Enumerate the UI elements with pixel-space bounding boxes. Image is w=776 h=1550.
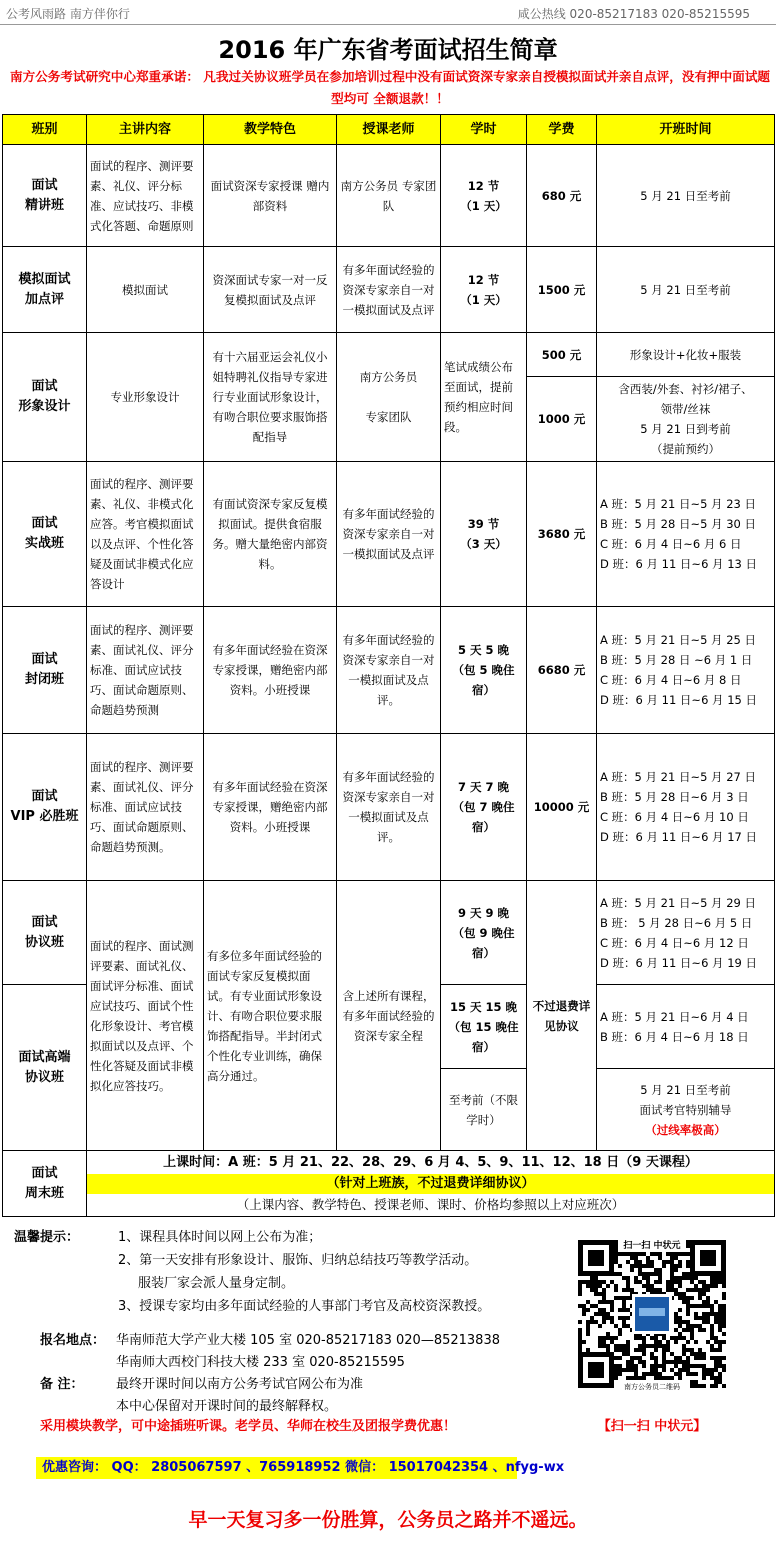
feature-cell: 有多年面试经验在资深专家授课，赠绝密内部资料。小班授课 [204,734,337,881]
table-row [3,881,775,985]
content-cell: 面试的程序、测评要素、礼仪、评分标准、应试技巧、非模式化答题、命题原则 [87,145,204,247]
time-cell: 5 月 21 日至考前 面试考官特别辅导 （过线率极高） [597,1069,775,1151]
note-label: 备 注： [40,1377,84,1392]
tips-list [118,1226,558,1318]
class-name: 模拟面试 加点评 [3,247,87,333]
time-cell: 5 月 21 日至考前 [597,247,775,333]
time-cell: A 班：5 月 21 日~5 月 27 日 B 班：5 月 28 日~6 月 3 日 C 班：6 月 4 日~6 月 10 日 D 班：6 月 11 日~6 月 17 日 [597,734,775,881]
table-row [3,145,775,247]
hours-cell: 12 节 （1 天） [441,145,527,247]
feature-cell: 有面试资深专家反复模拟面试。提供食宿服务。赠大量绝密内部资料。 [204,462,337,607]
feature-cell: 有多位多年面试经验的面试专家反复模拟面试。有专业面试形象设计、有吻合职位要求服饰搭配指导。半封闭式个性化专业训练，确保高分通过。 [204,881,337,1151]
class-name: 面试 实战班 [3,462,87,607]
content-cell: 面试的程序、测评要素、面试礼仪、评分标准、面试应试技巧、面试命题原则、命题趋势预测 [87,607,204,734]
fee-cell: 6680 元 [527,607,597,734]
teacher-cell: 南方公务员 专家团队 [337,145,441,247]
hours-cell: 笔试成绩公布至面试，提前预约相应时间段。 [441,333,527,462]
hotline: 咸公热线 020-85217183 020-85215595 [517,7,750,21]
time-cell: A 班：5 月 21 日~5 月 23 日 B 班：5 月 28 日~5 月 30 日 C 班：6 月 4 日~6 月 6 日 D 班：6 月 11 日~6 月 13 日 [597,462,775,607]
fee-cell: 10000 元 [527,734,597,881]
fee-cell: 3680 元 [527,462,597,607]
time-cell: 5 月 21 日至考前 [597,145,775,247]
class-name: 面试 VIP 必胜班 [3,734,87,881]
teacher-cell: 含上述所有课程，有多年面试经验的资深专家全程 [337,881,441,1151]
table-row [3,607,775,734]
header-cell: 学时 [441,115,527,145]
class-name: 面试 精讲班 [3,145,87,247]
feature-cell: 有多年面试经验在资深专家授课，赠绝密内部资料。小班授课 [204,607,337,734]
time-cell: 含西装/外套、衬衫/裙子、 领带/丝袜 5 月 21 日到考前 （提前预约） [597,377,775,462]
reg-label: 报名地点： [40,1333,106,1348]
page-title: 2016 年广东省考面试招生简章 [218,36,558,64]
header-cell: 教学特色 [204,115,337,145]
hours-cell: 9 天 9 晚 （包 9 晚住宿） [441,881,527,985]
list-item: 3、授课专家均由多年面试经验的人事部门考官及高校资深教授。 [118,1299,491,1314]
teacher-cell: 有多年面试经验的资深专家亲自一对一模拟面试及点评。 [337,734,441,881]
feature-cell: 有十六届亚运会礼仪小姐特聘礼仪指导专家进行专业面试形象设计，有吻合职位要求服饰搭配指导 [204,333,337,462]
time-cell: A 班：5 月 21 日~6 月 4 日 B 班：6 月 4 日~6 月 18 日 [597,985,775,1069]
top-slogan: 公考风雨路 南方伴你行 [6,7,130,21]
list-item: 2、第一天安排有形象设计、服饰、归纳总结技巧等教学活动。 [118,1253,478,1268]
fee-cell: 1000 元 [527,377,597,462]
note-2: 本中心保留对开课时间的最终解释权。 [116,1399,338,1414]
qr-code [574,1236,730,1392]
content-cell: 专业形象设计 [87,333,204,462]
module-note: 采用模块教学，可中途插班听课。老学员、华师在校生及团报学费优惠！ [40,1419,457,1434]
content-cell: 面试的程序、测评要素、面试礼仪、评分标准、面试应试技巧、面试命题原则、命题趋势预测。 [87,734,204,881]
table-row [3,1151,775,1217]
class-name: 面试 周末班 [3,1151,87,1217]
table-row [3,734,775,881]
table-header-row [3,115,775,145]
slogan: 早一天复习多一份胜算，公务员之路并不遥远。 [188,1509,588,1531]
reg-address-2: 华南师大西校门科技大楼 233 室 020-85215595 [116,1355,405,1370]
fee-cell: 680 元 [527,145,597,247]
class-name: 面试 形象设计 [3,333,87,462]
table-row [3,462,775,607]
content-cell: 模拟面试 [87,247,204,333]
class-name: 面试 协议班 [3,881,87,985]
hours-cell: 12 节 （1 天） [441,247,527,333]
feature-cell: 资深面试专家一对一反复模拟面试及点评 [204,247,337,333]
feature-cell: 面试资深专家授课 赠内部资料 [204,145,337,247]
tips-title: 温馨提示： [14,1230,80,1245]
teacher-cell: 有多年面试经验的资深专家亲自一对一模拟面试及点评 [337,247,441,333]
table-row [3,247,775,333]
header-cell: 授课老师 [337,115,441,145]
fee-cell: 500 元 [527,333,597,377]
teacher-cell: 有多年面试经验的资深专家亲自一对一模拟面试及点评。 [337,607,441,734]
header-cell: 开班时间 [597,115,775,145]
class-name: 面试 封闭班 [3,607,87,734]
content-cell: 面试的程序、测评要素、礼仪、非模式化应答。考官模拟面试以及点评、个性化答疑及面试非模式化应答设计 [87,462,204,607]
teacher-cell: 南方公务员 专家团队 [337,333,441,462]
hours-cell: 15 天 15 晚 （包 15 晚住宿） [441,985,527,1069]
time-cell: 形象设计+化妆+服装 [597,333,775,377]
list-item: 1、课程具体时间以网上公布为准； [118,1230,322,1245]
reg-address-1: 华南师范大学产业大楼 105 室 020-85217183 020—85213838 [116,1333,500,1348]
schedule-table [2,114,775,1217]
hours-cell: 5 天 5 晚 （包 5 晚住宿） [441,607,527,734]
time-cell: A 班：5 月 21 日~5 月 29 日 B 班： 5 月 28 日~6 月 5 日 C 班：6 月 4 日~6 月 12 日 D 班：6 月 11 日~6 月 19 日 [597,881,775,985]
promise-text: 南方公务考试研究中心郑重承诺： 凡我过关协议班学员在参加培训过程中没有面试资深专家亲自授模拟面试并亲自点评，没有押中面试题型均可 全额退款！！ [10,69,771,106]
scan-label: 【扫一扫 中状元】 [597,1419,707,1434]
table-row [3,333,775,377]
fee-cell: 1500 元 [527,247,597,333]
weekend-info: 上课时间：A 班：5 月 21、22、28、29、6 月 4、5、9、11、12、18 日（9 天课程） （针对上班族，不过退费详细协议） （上课内容、教学特色、授课老师、课时、价格均参照以上对应班次） [87,1151,775,1217]
qr-bottom-label: 南方公务员二维码 [624,1383,680,1391]
fee-cell: 不过退费详见协议 [527,881,597,1151]
note-1: 最终开课时间以南方公务考试官网公布为准 [116,1377,364,1392]
header-cell: 主讲内容 [87,115,204,145]
header-cell: 学费 [527,115,597,145]
list-item: 服装厂家会派人量身定制。 [138,1276,295,1291]
time-cell: A 班：5 月 21 日~5 月 25 日 B 班：5 月 28 日 ~6 月 1 日 C 班：6 月 4 日~6 月 8 日 D 班：6 月 11 日~6 月 15 日 [597,607,775,734]
hours-cell: 39 节 （3 天） [441,462,527,607]
qr-top-label: 扫一扫 中状元 [623,1241,681,1251]
hours-cell: 至考前（不限学时） [441,1069,527,1151]
top-bar [0,0,776,25]
class-name: 面试高端 协议班 [3,985,87,1151]
header-cell: 班别 [3,115,87,145]
registration-section [40,1330,500,1418]
consult-bar: 优惠咨询： QQ： 2805067597 、765918952 微信： 15017042354 、nfyg-wx [36,1457,517,1479]
content-cell: 面试的程序、面试测评要素、面试礼仪、面试评分标准、面试应试技巧、面试个性化形象设计、考官模拟面试以及点评、个性化答疑及面试非模拟化应答技巧。 [87,881,204,1151]
hours-cell: 7 天 7 晚 （包 7 晚住宿） [441,734,527,881]
teacher-cell: 有多年面试经验的资深专家亲自一对一模拟面试及点评 [337,462,441,607]
